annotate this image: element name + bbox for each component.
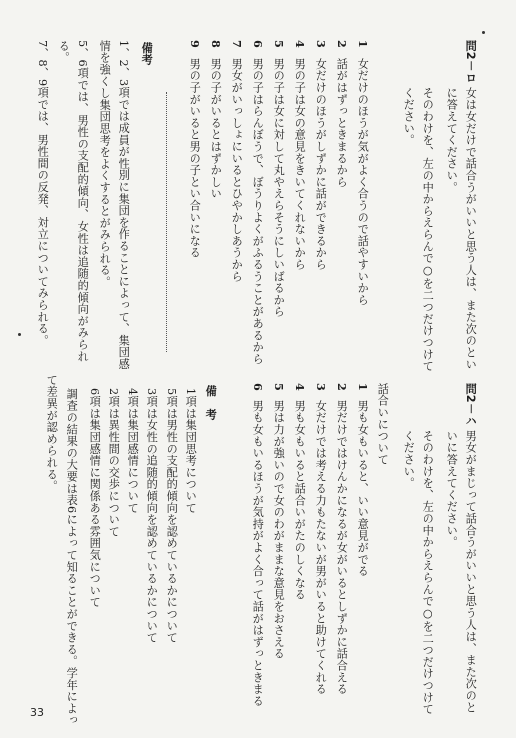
- lower-bikou-line: 調査の結果の大要は表6によって知ることができる。学年によっ: [65, 388, 79, 727]
- lower-bikou-title: 備 考: [204, 385, 218, 421]
- upper-item-number: 8: [209, 40, 224, 49]
- lower-item-text: 男も女もいるほうが気持がよく合って話がはずっときまる: [251, 400, 265, 707]
- upper-item-text: 男の子がいると男の子とい合いになる: [188, 58, 202, 259]
- dotted-separator: [166, 92, 167, 352]
- upper-item-text: 男の子は女に対して丸やえらそうにしいばるから: [272, 58, 286, 318]
- upper-bikou-line: 5、6項では、男性の支配的傾向、女性は追随的傾向がみられ: [76, 40, 90, 363]
- upper-item-text: 男の子は女の意見をきいてくれないから: [293, 58, 307, 271]
- upper-bikou-line: 1、2、3項では成員が性別に集団を作ることによって、集団感: [117, 40, 131, 370]
- lower-item-number: 5: [272, 383, 287, 392]
- upper-item-text: 女だけのほうが気がよく合うので話やすいから: [356, 58, 370, 306]
- upper-question-line: そのわけを、左の中からえらんで○を二つだけつけて: [421, 87, 435, 372]
- upper-bikou-line: 情を強くし集団思考をよくするとがみられる。: [98, 40, 112, 288]
- upper-item-number: 9: [188, 40, 203, 49]
- upper-item-number: 6: [251, 40, 266, 49]
- upper-question-line: に答えてください。: [445, 87, 459, 194]
- lower-bikou-line: 4項は集団感情について: [126, 388, 140, 514]
- lower-bikou-line: 1項は集団思考について: [184, 388, 198, 514]
- speck-mark: [18, 333, 21, 336]
- upper-question-line: 女は女だけで話合うがいいと思う人は、また次のとい: [464, 87, 478, 371]
- upper-bikou-line: 7、8、9項では、男性間の反発、対立についてみられる。: [36, 40, 50, 347]
- lower-question-line: そのわけを、左の中からえらんで○を二つだけつけて: [421, 430, 435, 715]
- lower-item-text: 女だけでは考える力もたないが男がいると助けてくれる: [314, 400, 328, 695]
- upper-item-text: 女だけのほうがしずかに話ができるから: [314, 58, 328, 271]
- lower-item-number: 3: [314, 383, 329, 392]
- lower-bikou-line: 2項は異性間の交歩について: [107, 388, 121, 538]
- lower-question-line: いに答えてください。: [445, 430, 459, 548]
- upper-item-number: 3: [314, 40, 329, 49]
- lower-item-number: 6: [251, 383, 266, 392]
- upper-item-text: 話がはずっときまるから: [335, 58, 349, 188]
- page-number: 33: [30, 706, 44, 719]
- lower-item-text: 男も女もいると話合いがたのしくなる: [293, 400, 307, 601]
- upper-heading: 問2－ロ: [464, 40, 478, 84]
- upper-item-number: 2: [335, 40, 350, 49]
- upper-item-text: 男の子はらんぼうで、ぼうりよくがふるうことがあるから: [251, 58, 265, 365]
- lower-question-line: ください。: [402, 430, 416, 489]
- upper-item-number: 5: [272, 40, 287, 49]
- upper-question-line: ください。: [402, 87, 416, 146]
- upper-item-number: 4: [293, 40, 308, 49]
- lower-bikou-line: 3項は女性の追随的傾向を認めているかについて: [145, 388, 159, 644]
- upper-item-number: 1: [356, 40, 371, 49]
- lower-question-line: 男女がまじって話合うがいいと思う人は、また次のと: [464, 430, 478, 714]
- lower-item-text: 男も女もいると、いい意見がでる: [356, 400, 370, 577]
- upper-bikou-line: る。: [57, 40, 71, 64]
- lower-bikou-line: 5項は男性の支配的傾向を認めているかについて: [165, 388, 179, 644]
- lower-item-text: 男だけではけんかになるが女がいるとしずかに話合える: [335, 400, 349, 695]
- upper-item-text: 男女がいっしょにいるとひやかしあうから: [230, 58, 244, 283]
- lower-item-text: 男は力が強いので女のわがままな意見をおさえる: [272, 400, 286, 660]
- lower-item-number: 2: [335, 383, 350, 392]
- lower-bikou-line: て差異が認められる。: [45, 374, 59, 492]
- lower-bikou-line: 6項は集団感情に関係ある雰囲気について: [88, 388, 102, 609]
- upper-item-number: 7: [230, 40, 245, 49]
- upper-bikou-title: 備考: [140, 42, 154, 66]
- lower-heading: 問2－ハ: [464, 383, 478, 427]
- upper-item-text: 男の子がいるとはずかしい: [209, 58, 223, 200]
- lower-item-number: 1: [356, 383, 371, 392]
- lower-item-number: 4: [293, 383, 308, 392]
- lower-subheading: 話合いについて: [376, 383, 390, 466]
- speck-mark: [482, 31, 485, 34]
